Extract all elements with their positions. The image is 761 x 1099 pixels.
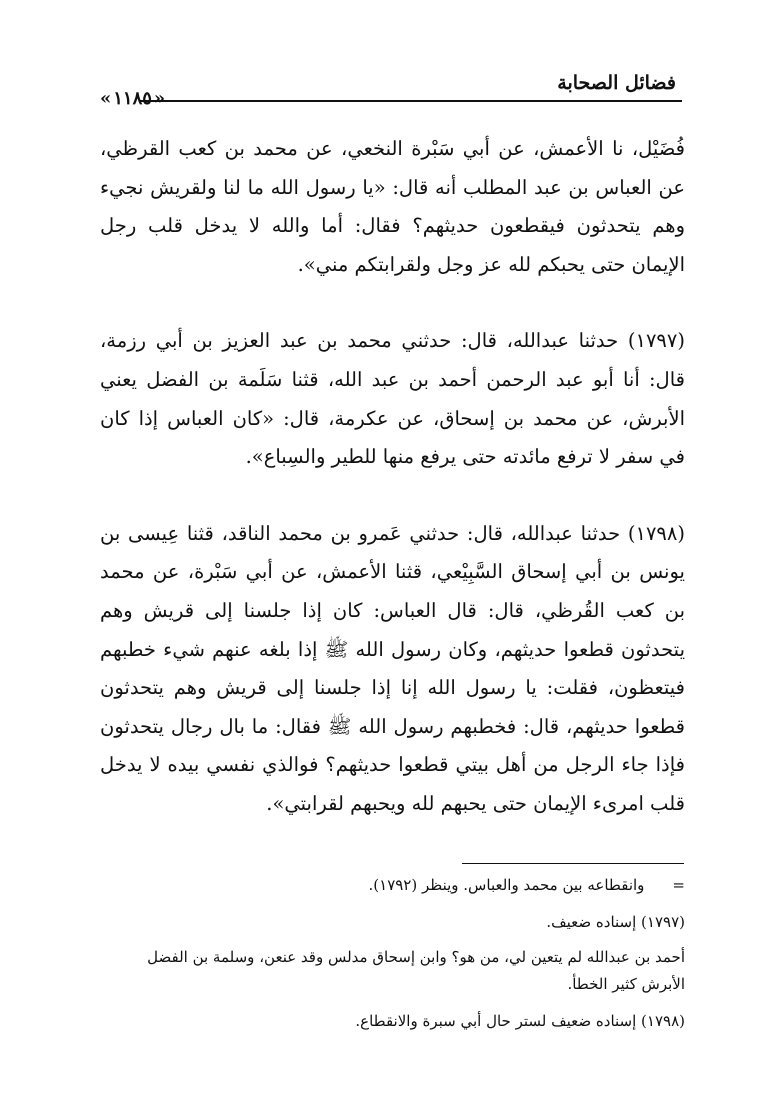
footnote-continuation-marker: = (672, 876, 685, 894)
footnote-continuation-text: وانقطاعه بين محمد والعباس. وينظر (١٧٩٢). (368, 876, 645, 894)
page-number-bracket-right: » (153, 88, 166, 109)
footnote-1797: (١٧٩٧) إسناده ضعيف. (546, 913, 685, 931)
page-number: ١١٨٥ (113, 88, 152, 109)
running-title: فضائل الصحابة (557, 72, 676, 94)
page-header (100, 72, 682, 112)
footnote-continuation (100, 872, 685, 899)
main-text (100, 130, 685, 824)
hadith-1797: (١٧٩٧) حدثنا عبدالله، قال: حدثني محمد بن عبد العزيز بن أبي رزمة، قال: أنا أبو عبد الرحمن أحمد بن عبد الله، قثنا سَلَمة بن الفضل يعني الأبرش، عن محمد بن إسحاق، عن عكرمة، قال: «كان العباس إذا كان في سفر لا ترفع مائدته حتى يرفع منها للطير والسِباع». (100, 329, 685, 469)
hadith-1798: (١٧٩٨) حدثنا عبدالله، قال: حدثني عَمرو بن محمد الناقد، قثنا عِيسى بن يونس بن أبي إسحاق السَّبِيْعي، قثنا الأعمش، عن أبي سَبْرة، عن محمد بن كعب القُرظي، قال: قال العباس: كان إذا جلسنا إلى قريش وهم يتحدثون قطعوا حديثهم، وكان رسول الله ﷺ إذا بلغه عنهم شيء خطبهم فيتعظون، فقلت: يا رسول الله إنا إذا جلسنا إلى قريش وهم يتحدثون قطعوا حديثهم، قال: فخطبهم رسول الله ﷺ فقال: ما بال رجال يتحدثون فإذا جاء الرجل من أهل بيتي قطعوا حديثهم؟ فوالذي نفسي بيده لا يدخل قلب امرىء الإيمان حتى يحبهم لله ويحبهم لقرابتي». (100, 521, 685, 815)
footnote-1798: (١٧٩٨) إسناده ضعيف لستر حال أبي سبرة والانقطاع. (355, 1012, 685, 1030)
paragraph-continuation: فُضَيْل، نا الأعمش، عن أبي سَبْرة النخعي، عن محمد بن كعب القرظي، عن العباس بن عبد المطلب أنه قال: «يا رسول الله ما لنا ولقريش نجيء وهم يتحدثون فيقطعون حديثهم؟ فقال: أما والله لا يدخل قلب رجل الإيمان حتى يحبكم لله عز وجل ولقرابتكم مني». (100, 137, 685, 276)
footnote-separator (462, 863, 684, 864)
page-number-bracket-left: « (100, 88, 112, 109)
footnote-1797-detail: أحمد بن عبدالله لم يتعين لي، من هو؟ وابن إسحاق مدلس وقد عنعن، وسلمة بن الفضل الأبرش كثير الخطأ. (147, 948, 685, 993)
page-number-box (100, 88, 165, 110)
header-rule (140, 100, 682, 102)
footnotes (100, 872, 685, 1035)
